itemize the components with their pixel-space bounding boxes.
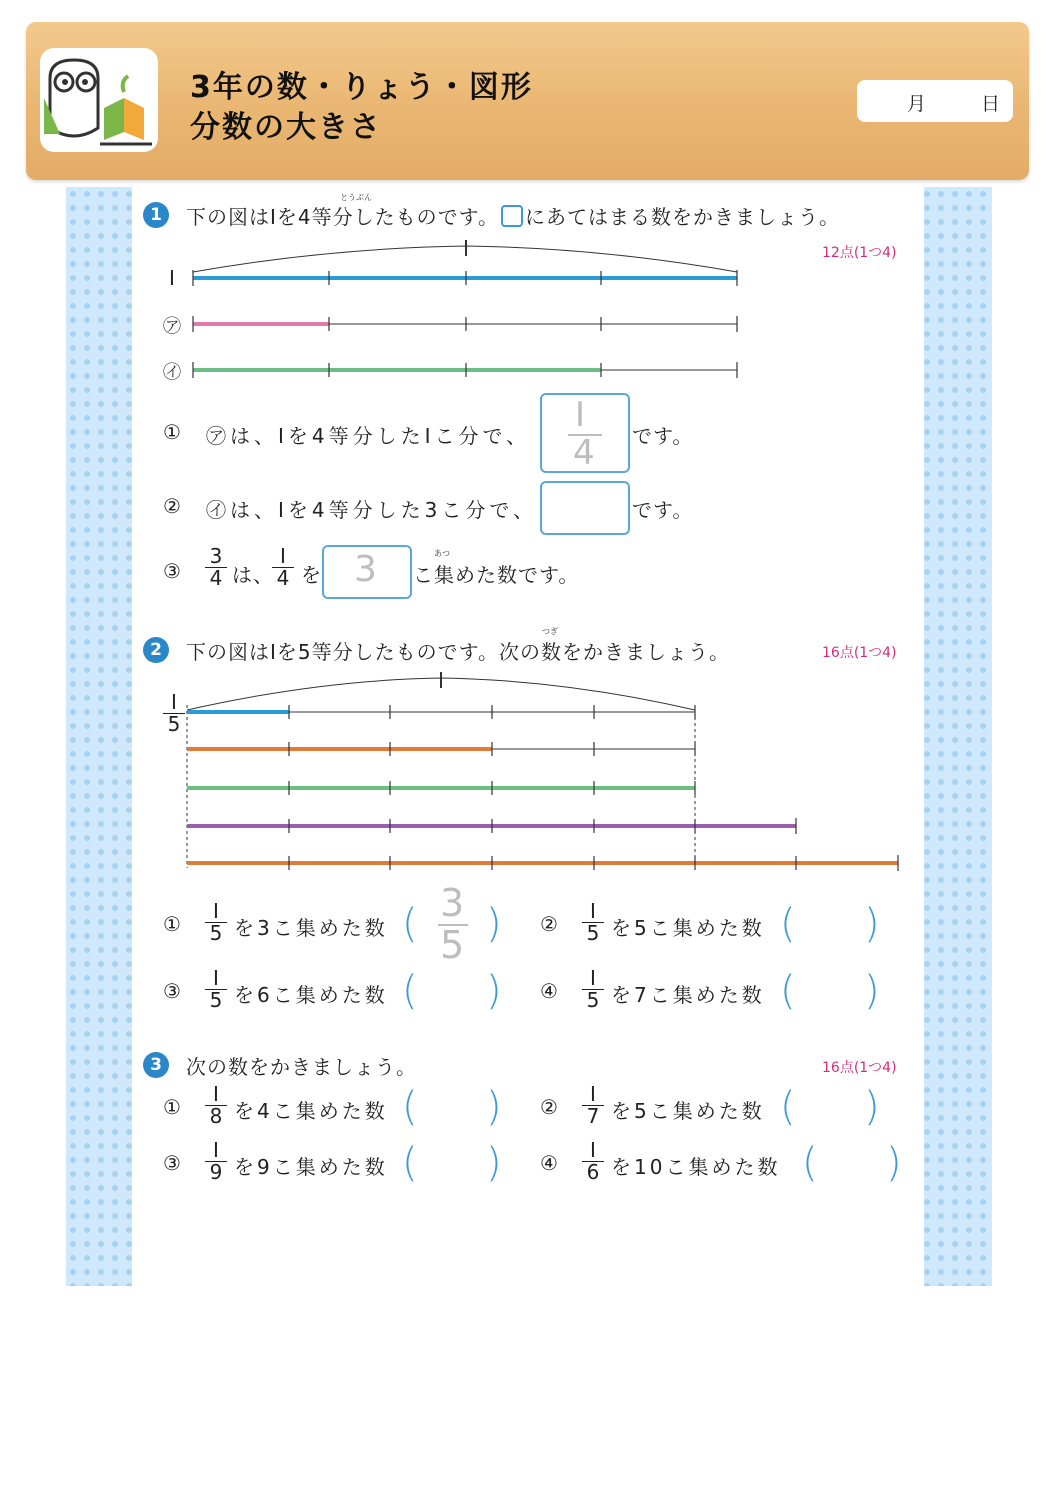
q3-item3-answer-field[interactable]	[412, 1139, 486, 1189]
q2-item1-close-paren: )	[486, 901, 502, 947]
q1-item3-answer-box[interactable]: 3	[322, 545, 412, 599]
q1-item1-tail: です。	[632, 424, 694, 448]
q1-ruby: とうぶん	[340, 193, 372, 202]
q3-item4-text: を10こ集めた数	[611, 1155, 781, 1179]
q3-item3-text: を9こ集めた数	[234, 1155, 388, 1179]
q2-item1-number: ①	[163, 912, 182, 936]
question-2-badge: 2	[143, 637, 169, 663]
q2-item3-answer-field[interactable]	[412, 967, 486, 1019]
q1-item1-text: ㋐は、Ⅰを4等分したⅠこ分で、	[206, 424, 531, 448]
q2-item2-close-paren: )	[864, 901, 880, 947]
month-label: 月	[907, 93, 927, 115]
q2-ruby: つぎ	[542, 627, 558, 636]
q1-bar-label-i: ㋑	[163, 362, 182, 383]
q2-instruction: 下の図はⅠを5等分したものです。次の数をかきましょう。	[186, 640, 731, 664]
q1-item3-fraction-1-4: Ⅰ 4	[272, 546, 294, 589]
q3-item3-number: ③	[163, 1151, 182, 1175]
q2-item1-answer-field[interactable]	[412, 900, 486, 952]
question-1-badge: 1	[143, 202, 169, 228]
q3-item2-close-paren: )	[864, 1084, 880, 1130]
q2-item1-answer-num: 3	[440, 881, 465, 925]
q2-item1-open-paren: (	[402, 901, 418, 947]
q1-item3-ruby: あつ	[434, 549, 450, 558]
q1-bar-label-whole: Ⅰ	[169, 266, 176, 290]
q1-item2-tail: です。	[632, 498, 694, 522]
q3-item4-answer-field[interactable]	[812, 1139, 886, 1189]
q2-item1-answer-den: 5	[440, 923, 465, 967]
q2-item4-close-paren: )	[864, 968, 880, 1014]
q2-item2-answer-field[interactable]	[790, 900, 864, 952]
q2-item4-text: を7こ集めた数	[611, 983, 765, 1007]
q3-points: 16点(1つ4)	[822, 1060, 897, 1076]
q3-item4-number: ④	[540, 1151, 559, 1175]
q3-item1-text: を4こ集めた数	[234, 1099, 388, 1123]
q2-item1-fraction: Ⅰ 5	[205, 901, 227, 944]
q3-item1-open-paren: (	[402, 1084, 418, 1130]
q1-item1-answer-box[interactable]: Ⅰ 4	[540, 393, 630, 473]
q3-item2-fraction: Ⅰ 7	[582, 1084, 604, 1127]
q3-item2-text: を5こ集めた数	[611, 1099, 765, 1123]
q3-item2-open-paren: (	[780, 1084, 796, 1130]
q3-item4-fraction: Ⅰ 6	[582, 1140, 604, 1183]
q2-item3-fraction: Ⅰ 5	[205, 968, 227, 1011]
q2-item1-text: を3こ集めた数	[234, 916, 388, 940]
q3-item2-answer-field[interactable]	[790, 1083, 864, 1133]
q1-item3-wa: は、	[232, 563, 274, 587]
q1-instruction: 下の図はⅠを4等分したものです。 にあてはまる数をかきましょう。	[186, 205, 841, 229]
q2-item3-close-paren: )	[486, 968, 502, 1014]
q2-label-fraction: Ⅰ 5	[163, 692, 185, 735]
q2-item4-fraction: Ⅰ 5	[582, 968, 604, 1011]
q1-item3-wo: を	[301, 563, 322, 587]
q1-item3-tail: こ集めた数です。	[413, 563, 580, 587]
q1-item1-number: ①	[163, 420, 182, 444]
page-title: 3年の数・りょう・図形	[190, 70, 533, 105]
q3-item3-close-paren: )	[486, 1140, 502, 1186]
q2-points: 16点(1つ4)	[822, 645, 897, 661]
q1-item3-fraction-3-4: $\frac{3}{4}$	[205, 546, 227, 589]
q1-bar-label-a: ㋐	[163, 316, 182, 337]
q3-item1-fraction: Ⅰ 8	[205, 1084, 227, 1127]
q3-instruction: 次の数をかきましょう。	[186, 1055, 417, 1079]
q2-item2-open-paren: (	[780, 901, 796, 947]
q1-item2-text: ㋑は、Ⅰを4等分した3こ分で、	[206, 498, 537, 522]
q3-item3-open-paren: (	[402, 1140, 418, 1186]
q1-points: 12点(1つ4)	[822, 245, 897, 261]
q3-item1-close-paren: )	[486, 1084, 502, 1130]
q3-item1-answer-field[interactable]	[412, 1083, 486, 1133]
q2-item2-number: ②	[540, 912, 559, 936]
q2-item2-fraction: Ⅰ 5	[582, 901, 604, 944]
question-3-badge: 3	[143, 1052, 169, 1078]
q3-item4-open-paren: (	[802, 1140, 818, 1186]
q3-item3-fraction: Ⅰ 9	[205, 1140, 227, 1183]
q2-item4-number: ④	[540, 979, 559, 1003]
page-subtitle: 分数の大きさ	[190, 110, 382, 145]
q3-item4-close-paren: )	[886, 1140, 902, 1186]
q2-item4-open-paren: (	[780, 968, 796, 1014]
q2-item3-number: ③	[163, 979, 182, 1003]
q2-item3-text: を6こ集めた数	[234, 983, 388, 1007]
q1-item3-number: ③	[163, 559, 182, 583]
q3-item1-number: ①	[163, 1095, 182, 1119]
q3-item2-number: ②	[540, 1095, 559, 1119]
day-label: 日	[981, 93, 1001, 115]
q2-item3-open-paren: (	[402, 968, 418, 1014]
q2-item4-answer-field[interactable]	[790, 967, 864, 1019]
q1-item2-number: ②	[163, 494, 182, 518]
q2-item2-text: を5こ集めた数	[611, 916, 765, 940]
